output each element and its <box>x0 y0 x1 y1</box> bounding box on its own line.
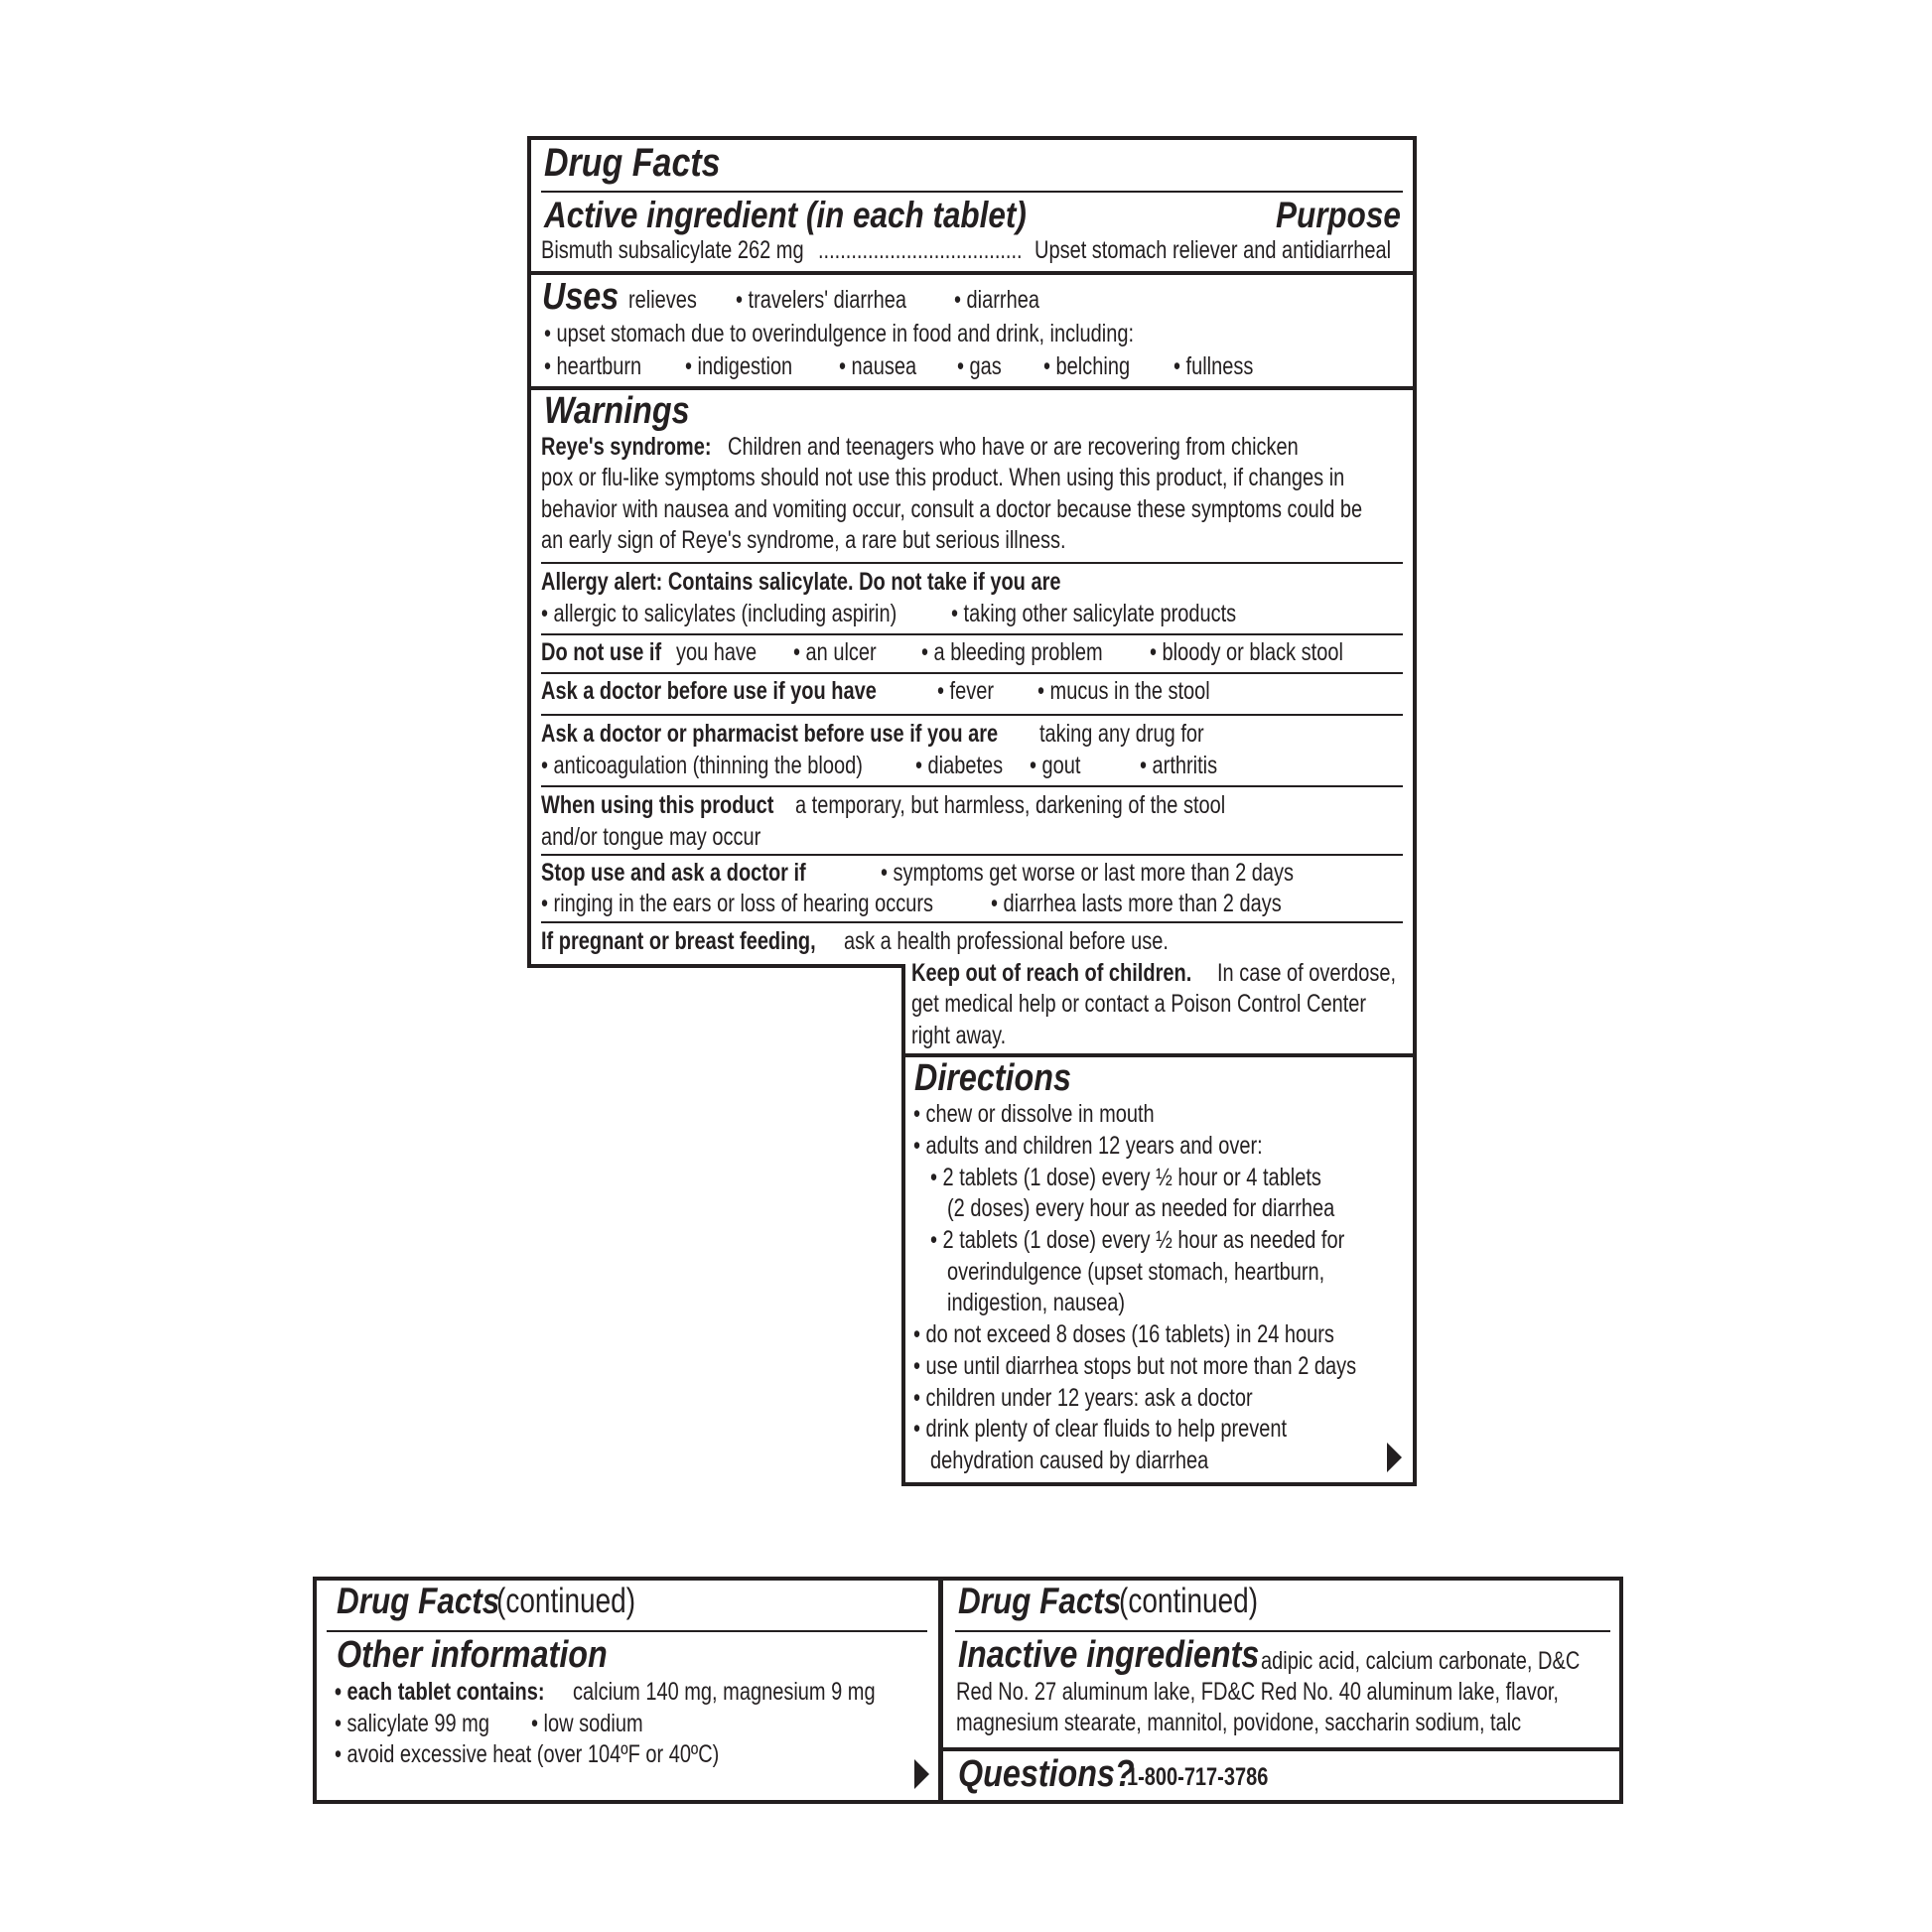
panel-divider <box>938 1577 943 1804</box>
directions-item: overindulgence (upset stomach, heartburn, <box>947 1258 1325 1286</box>
uses-item: • travelers' diarrhea <box>736 286 907 314</box>
inactive-ingredients-text: Red No. 27 aluminum lake, FD&C Red No. 40 aluminum lake, flavor, <box>956 1678 1559 1706</box>
divider <box>541 191 1403 193</box>
allergy-label: Allergy alert: Contains salicylate. Do not take if you are <box>541 568 1061 596</box>
ask-pharmacist-text: taking any drug for <box>1039 720 1204 748</box>
uses-item: • fullness <box>1173 352 1254 380</box>
uses-item: • diarrhea <box>954 286 1039 314</box>
leader-dots: ..................................... <box>818 236 1023 264</box>
inactive-ingredients-text: magnesium stearate, mannitol, povidone, saccharin sodium, talc <box>956 1709 1522 1736</box>
stop-use-item: • diarrhea lasts more than 2 days <box>991 890 1282 917</box>
reye-text: Children and teenagers who have or are recovering from chicken <box>728 433 1299 461</box>
keep-out-text: In case of overdose, <box>1217 959 1397 987</box>
uses-item: • heartburn <box>544 352 642 380</box>
ask-pharmacist-item: • diabetes <box>915 752 1004 779</box>
reye-text: an early sign of Reye's syndrome, a rare but serious illness. <box>541 526 1066 554</box>
reye-text: pox or flu-like symptoms should not use this product. When using this product, if changes in <box>541 464 1345 491</box>
directions-item: • 2 tablets (1 dose) every ½ hour or 4 tablets <box>930 1164 1321 1191</box>
section-divider <box>527 271 1417 275</box>
keep-out-text: right away. <box>911 1022 1007 1049</box>
divider <box>541 714 1403 716</box>
panel-divider <box>901 964 905 1486</box>
ask-pharmacist-item: • anticoagulation (thinning the blood) <box>541 752 863 779</box>
panel-title: Drug Facts <box>544 141 721 185</box>
directions-item: • drink plenty of clear fluids to help prevent <box>913 1415 1288 1443</box>
each-tablet-label: • each tablet contains: <box>335 1678 545 1706</box>
uses-item: • belching <box>1043 352 1131 380</box>
uses-heading: Uses <box>542 276 620 318</box>
other-information-heading: Other information <box>337 1634 608 1676</box>
ask-doctor-item: • mucus in the stool <box>1037 677 1210 705</box>
pregnant-text: ask a health professional before use. <box>844 927 1169 955</box>
directions-item: • adults and children 12 years and over: <box>913 1132 1263 1160</box>
directions-item: (2 doses) every hour as needed for diarrhea <box>947 1194 1335 1222</box>
when-using-text: and/or tongue may occur <box>541 823 761 851</box>
ask-pharmacist-item: • arthritis <box>1140 752 1218 779</box>
when-using-label: When using this product <box>541 791 774 819</box>
warnings-heading: Warnings <box>544 390 690 432</box>
directions-item: • children under 12 years: ask a doctor <box>913 1384 1253 1412</box>
panel-title: Drug Facts <box>958 1581 1122 1621</box>
uses-item: • indigestion <box>685 352 793 380</box>
panel-title: Drug Facts <box>337 1581 500 1621</box>
uses-item: • upset stomach due to overindulgence in food and drink, including: <box>544 320 1135 347</box>
keep-out-text: get medical help or contact a Poison Control Center <box>911 990 1367 1018</box>
continued-label: (continued) <box>496 1582 636 1620</box>
other-info-item: • low sodium <box>531 1710 643 1737</box>
directions-item: • use until diarrhea stops but not more than 2 days <box>913 1352 1357 1380</box>
when-using-text: a temporary, but harmless, darkening of the stool <box>795 791 1226 819</box>
phone-number: 1-800-717-3786 <box>1127 1763 1269 1791</box>
divider <box>327 1630 927 1632</box>
directions-heading: Directions <box>914 1057 1071 1099</box>
directions-item: • 2 tablets (1 dose) every ½ hour as needed for <box>930 1226 1345 1254</box>
ask-pharmacist-label: Ask a doctor or pharmacist before use if you are <box>541 720 999 748</box>
ask-doctor-item: • fever <box>937 677 995 705</box>
do-not-use-label: Do not use if <box>541 638 662 666</box>
other-info-item: • avoid excessive heat (over 104ºF or 40ºC) <box>335 1740 720 1768</box>
reye-text: behavior with nausea and vomiting occur, consult a doctor because these symptoms could be <box>541 495 1363 523</box>
divider <box>541 921 1403 923</box>
divider <box>541 785 1403 787</box>
keep-out-label: Keep out of reach of children. <box>911 959 1192 987</box>
divider <box>541 672 1403 674</box>
active-ingredient-heading: Active ingredient (in each tablet) <box>544 195 1027 235</box>
do-not-use-item: • an ulcer <box>793 638 877 666</box>
allergy-item: • allergic to salicylates (including aspirin) <box>541 600 897 627</box>
ask-doctor-label: Ask a doctor before use if you have <box>541 677 877 705</box>
purpose-text: Upset stomach reliever and antidiarrheal <box>1035 236 1392 264</box>
do-not-use-item: you have <box>676 638 758 666</box>
continue-arrow-icon <box>914 1759 929 1789</box>
do-not-use-item: • bloody or black stool <box>1150 638 1343 666</box>
questions-heading: Questions? <box>958 1753 1135 1795</box>
uses-item: • gas <box>957 352 1002 380</box>
inactive-ingredients-heading: Inactive ingredients <box>958 1634 1260 1676</box>
stop-use-item: • ringing in the ears or loss of hearing occurs <box>541 890 933 917</box>
do-not-use-item: • a bleeding problem <box>921 638 1103 666</box>
reye-label: Reye's syndrome: <box>541 433 712 461</box>
allergy-item: • taking other salicylate products <box>951 600 1237 627</box>
pregnant-label: If pregnant or breast feeding, <box>541 927 816 955</box>
directions-item: • do not exceed 8 doses (16 tablets) in 24 hours <box>913 1320 1334 1348</box>
uses-item: relieves <box>628 286 697 314</box>
section-divider <box>941 1747 1623 1751</box>
panel-divider <box>901 1482 1417 1486</box>
purpose-heading: Purpose <box>1276 195 1401 235</box>
continued-label: (continued) <box>1119 1582 1259 1620</box>
stop-use-label: Stop use and ask a doctor if <box>541 859 806 887</box>
continue-arrow-icon <box>1387 1443 1402 1472</box>
divider <box>541 633 1403 635</box>
panel-divider <box>1413 964 1417 1486</box>
active-ingredient: Bismuth subsalicylate 262 mg <box>541 236 804 264</box>
each-tablet-text: calcium 140 mg, magnesium 9 mg <box>573 1678 876 1706</box>
inactive-ingredients-text: adipic acid, calcium carbonate, D&C <box>1261 1647 1581 1675</box>
divider <box>541 562 1403 564</box>
other-info-item: • salicylate 99 mg <box>335 1710 489 1737</box>
ask-pharmacist-item: • gout <box>1030 752 1081 779</box>
divider <box>955 1630 1610 1632</box>
stop-use-item: • symptoms get worse or last more than 2 days <box>881 859 1295 887</box>
directions-item: • chew or dissolve in mouth <box>913 1100 1155 1128</box>
uses-item: • nausea <box>839 352 917 380</box>
divider <box>541 854 1403 856</box>
panel-divider <box>527 964 905 968</box>
directions-item: dehydration caused by diarrhea <box>930 1447 1209 1474</box>
directions-item: indigestion, nausea) <box>947 1289 1126 1316</box>
